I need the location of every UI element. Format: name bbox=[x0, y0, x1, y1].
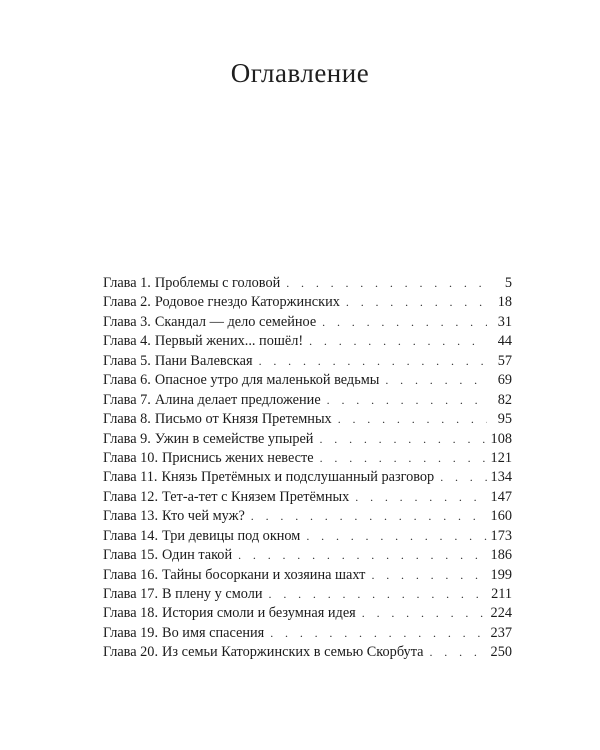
toc-dot-leader bbox=[286, 274, 487, 293]
toc-entry[interactable] bbox=[103, 449, 512, 468]
toc-dot-leader bbox=[338, 410, 487, 429]
toc-chapter-number: Глава 8. bbox=[103, 411, 151, 428]
toc-chapter-number: Глава 17. bbox=[103, 586, 159, 602]
toc-entry[interactable] bbox=[103, 313, 512, 332]
toc-dot-leader bbox=[346, 293, 487, 312]
toc-page-number: 237 bbox=[490, 624, 512, 641]
toc-dot-leader bbox=[238, 546, 487, 565]
toc-page-number: 82 bbox=[497, 391, 512, 408]
toc-entry[interactable] bbox=[103, 410, 512, 429]
toc-dot-leader bbox=[355, 488, 487, 507]
toc-chapter-number: Глава 6. bbox=[103, 372, 151, 389]
toc-chapter-number: Глава 13. bbox=[103, 508, 159, 525]
toc-entry[interactable] bbox=[103, 391, 512, 410]
toc-chapter-title: Родовое гнездо Каторжинских bbox=[154, 294, 340, 311]
toc-chapter-title: Первый жених... пошёл! bbox=[154, 333, 304, 350]
toc-page-number: 31 bbox=[497, 313, 512, 330]
toc-page-number: 186 bbox=[490, 547, 512, 564]
toc-entry[interactable] bbox=[103, 488, 512, 507]
toc-chapter-number: Глава 12. bbox=[103, 488, 159, 505]
toc-chapter-number: Глава 4. bbox=[103, 333, 151, 350]
toc-chapter-number: Глава 2. bbox=[103, 294, 151, 311]
toc-entry[interactable] bbox=[103, 585, 512, 604]
table-of-contents bbox=[103, 274, 512, 663]
toc-entry[interactable] bbox=[103, 527, 512, 546]
page-title: Оглавление bbox=[230, 58, 370, 89]
toc-chapter-title: Письмо от Князя Претемных bbox=[154, 411, 332, 428]
toc-chapter-number: Глава 20. bbox=[103, 644, 159, 661]
toc-chapter-number: Глава 9. bbox=[103, 430, 151, 447]
toc-entry[interactable] bbox=[103, 430, 512, 449]
toc-chapter-number: Глава 11. bbox=[103, 469, 158, 486]
toc-chapter-number: Глава 7. bbox=[103, 391, 151, 408]
toc-page-number: 44 bbox=[497, 333, 512, 350]
toc-entry[interactable] bbox=[103, 643, 512, 662]
toc-chapter-title: В плену у смоли bbox=[162, 586, 263, 602]
toc-dot-leader bbox=[270, 624, 487, 643]
toc-entry[interactable] bbox=[103, 293, 512, 312]
toc-dot-leader bbox=[385, 371, 487, 390]
toc-chapter-number: Глава 5. bbox=[103, 352, 151, 369]
toc-entry[interactable] bbox=[103, 468, 512, 487]
toc-entry[interactable] bbox=[103, 352, 512, 371]
toc-dot-leader bbox=[371, 566, 487, 585]
toc-page-number: 199 bbox=[490, 566, 512, 583]
toc-page-number: 211 bbox=[491, 586, 512, 602]
toc-chapter-title: Во имя спасения bbox=[162, 624, 265, 641]
toc-chapter-number: Глава 16. bbox=[103, 566, 159, 583]
toc-entry[interactable] bbox=[103, 332, 512, 351]
toc-entry[interactable] bbox=[103, 507, 512, 526]
toc-dot-leader bbox=[251, 507, 487, 526]
toc-page-number: 173 bbox=[490, 527, 512, 544]
toc-dot-leader bbox=[440, 468, 487, 487]
toc-page-number: 160 bbox=[490, 508, 512, 525]
toc-page-number: 95 bbox=[497, 411, 512, 428]
toc-page-number: 108 bbox=[490, 430, 512, 447]
toc-page-number: 69 bbox=[497, 372, 512, 389]
toc-dot-leader bbox=[319, 430, 487, 449]
toc-chapter-title: Алина делает предложение bbox=[154, 391, 321, 408]
toc-chapter-title: История смоли и безумная идея bbox=[162, 605, 356, 622]
toc-chapter-title: Один такой bbox=[162, 547, 233, 564]
toc-entry[interactable] bbox=[103, 274, 512, 293]
toc-chapter-number: Глава 18. bbox=[103, 605, 159, 622]
toc-chapter-number: Глава 10. bbox=[103, 449, 159, 466]
toc-entry[interactable] bbox=[103, 604, 512, 623]
toc-page-number: 224 bbox=[490, 605, 512, 622]
toc-dot-leader bbox=[309, 332, 487, 351]
toc-page-number: 134 bbox=[490, 469, 512, 486]
toc-chapter-number: Глава 14. bbox=[103, 527, 159, 544]
toc-chapter-title: Из семьи Каторжинских в семью Скорбута bbox=[162, 644, 424, 661]
toc-dot-leader bbox=[259, 352, 487, 371]
toc-dot-leader bbox=[269, 585, 487, 604]
toc-dot-leader bbox=[362, 604, 487, 623]
toc-dot-leader bbox=[327, 391, 487, 410]
toc-chapter-number: Глава 19. bbox=[103, 624, 159, 641]
toc-page-number: 18 bbox=[497, 294, 512, 311]
toc-entry[interactable] bbox=[103, 624, 512, 643]
toc-page-number: 57 bbox=[497, 352, 512, 369]
toc-page-number: 250 bbox=[490, 644, 512, 661]
toc-entry[interactable] bbox=[103, 371, 512, 390]
toc-entry[interactable] bbox=[103, 546, 512, 565]
toc-chapter-title: Приснись жених невесте bbox=[162, 449, 314, 466]
toc-dot-leader bbox=[320, 449, 487, 468]
toc-entry[interactable] bbox=[103, 566, 512, 585]
toc-page-number: 121 bbox=[490, 449, 512, 466]
toc-dot-leader bbox=[322, 313, 487, 332]
toc-chapter-number: Глава 15. bbox=[103, 547, 159, 564]
toc-chapter-number: Глава 3. bbox=[103, 313, 151, 330]
toc-chapter-title: Князь Претёмных и подслушанный разговор bbox=[161, 469, 435, 486]
toc-chapter-title: Кто чей муж? bbox=[162, 508, 245, 525]
toc-page-number: 5 bbox=[504, 275, 512, 291]
toc-chapter-title: Тайны босоркани и хозяина шахт bbox=[162, 566, 366, 583]
toc-chapter-title: Скандал — дело семейное bbox=[154, 313, 317, 330]
toc-chapter-title: Тет-а-тет с Князем Претёмных bbox=[162, 488, 350, 505]
toc-chapter-title: Пани Валевская bbox=[154, 352, 253, 369]
toc-dot-leader bbox=[306, 527, 487, 546]
toc-chapter-title: Три девицы под окном bbox=[162, 527, 301, 544]
toc-chapter-title: Проблемы с головой bbox=[154, 275, 281, 291]
toc-dot-leader bbox=[429, 643, 487, 662]
toc-chapter-number: Глава 1. bbox=[103, 275, 151, 291]
toc-page-number: 147 bbox=[490, 488, 512, 505]
toc-chapter-title: Ужин в семействе упырей bbox=[154, 430, 314, 447]
toc-chapter-title: Опасное утро для маленькой ведьмы bbox=[154, 372, 380, 389]
